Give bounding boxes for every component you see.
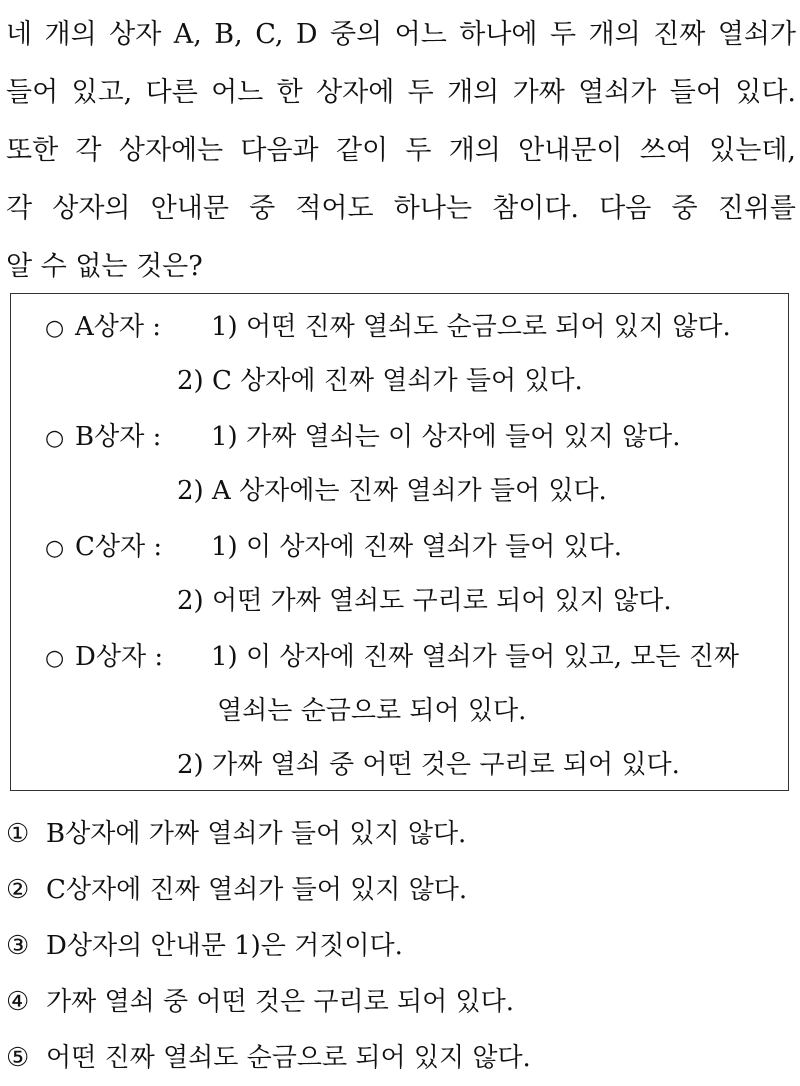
statement-box [10,293,789,791]
box-d-statement-1-row [45,630,739,684]
option-text: C상자에 진짜 열쇠가 들어 있지 않다. [46,875,468,905]
option-number: ③ [6,931,30,961]
box-b-label: B상자 : [75,422,162,452]
box-c-statement-2: 2) 어떤 가짜 열쇠도 구리로 되어 있지 않다. [177,586,672,616]
bullet-icon: ○ [45,426,65,451]
bullet-icon: ○ [45,536,65,561]
option-number: ① [6,819,30,849]
bullet-icon: ○ [45,646,65,671]
box-d-statement-1: 1) 이 상자에 진짜 열쇠가 들어 있고, 모든 진짜 [211,642,740,672]
box-a-statement-1-row [45,300,731,354]
option-1[interactable] [6,806,466,862]
box-a-statement-1: 1) 어떤 진짜 열쇠도 순금으로 되어 있지 않다. [211,312,731,342]
option-5[interactable] [6,1030,531,1086]
box-b-statement-1: 1) 가짜 열쇠는 이 상자에 들어 있지 않다. [211,422,681,452]
box-d-statement-2: 2) 가짜 열쇠 중 어떤 것은 구리로 되어 있다. [177,750,680,780]
box-d-label: D상자 : [75,642,164,672]
box-b-statement-1-row [45,410,681,464]
question-line: 알 수 없는 것은? [6,251,203,282]
question-line: 네 개의 상자 A, B, C, D 중의 어느 하나에 두 개의 진짜 열쇠가 [6,19,796,50]
box-c-label: C상자 : [75,532,163,562]
option-3[interactable] [6,918,403,974]
option-text: B상자에 가짜 열쇠가 들어 있지 않다. [46,819,467,849]
box-c-statement-1: 1) 이 상자에 진짜 열쇠가 들어 있다. [211,532,623,562]
box-b-statement-2: 2) A 상자에는 진짜 열쇠가 들어 있다. [177,476,607,506]
box-a-label: A상자 : [75,312,162,342]
question-line: 각 상자의 안내문 중 적어도 하나는 참이다. 다음 중 진위를 [6,193,796,224]
option-text: 어떤 진짜 열쇠도 순금으로 되어 있지 않다. [46,1043,531,1073]
option-4[interactable] [6,974,514,1030]
box-d-statement-1-continued: 열쇠는 순금으로 되어 있다. [217,696,527,726]
question-line: 또한 각 상자에는 다음과 같이 두 개의 안내문이 쓰여 있는데, [6,135,796,166]
option-2[interactable] [6,862,467,918]
box-a-statement-2: 2) C 상자에 진짜 열쇠가 들어 있다. [177,366,583,396]
box-c-statement-1-row [45,520,622,574]
option-text: 가짜 열쇠 중 어떤 것은 구리로 되어 있다. [46,987,514,1017]
bullet-icon: ○ [45,316,65,341]
option-number: ⑤ [6,1043,30,1073]
question-line: 들어 있고, 다른 어느 한 상자에 두 개의 가짜 열쇠가 들어 있다. [6,77,796,108]
option-number: ② [6,875,30,905]
option-text: D상자의 안내문 1)은 거짓이다. [46,931,403,961]
question-stem [6,6,796,296]
option-number: ④ [6,987,30,1017]
